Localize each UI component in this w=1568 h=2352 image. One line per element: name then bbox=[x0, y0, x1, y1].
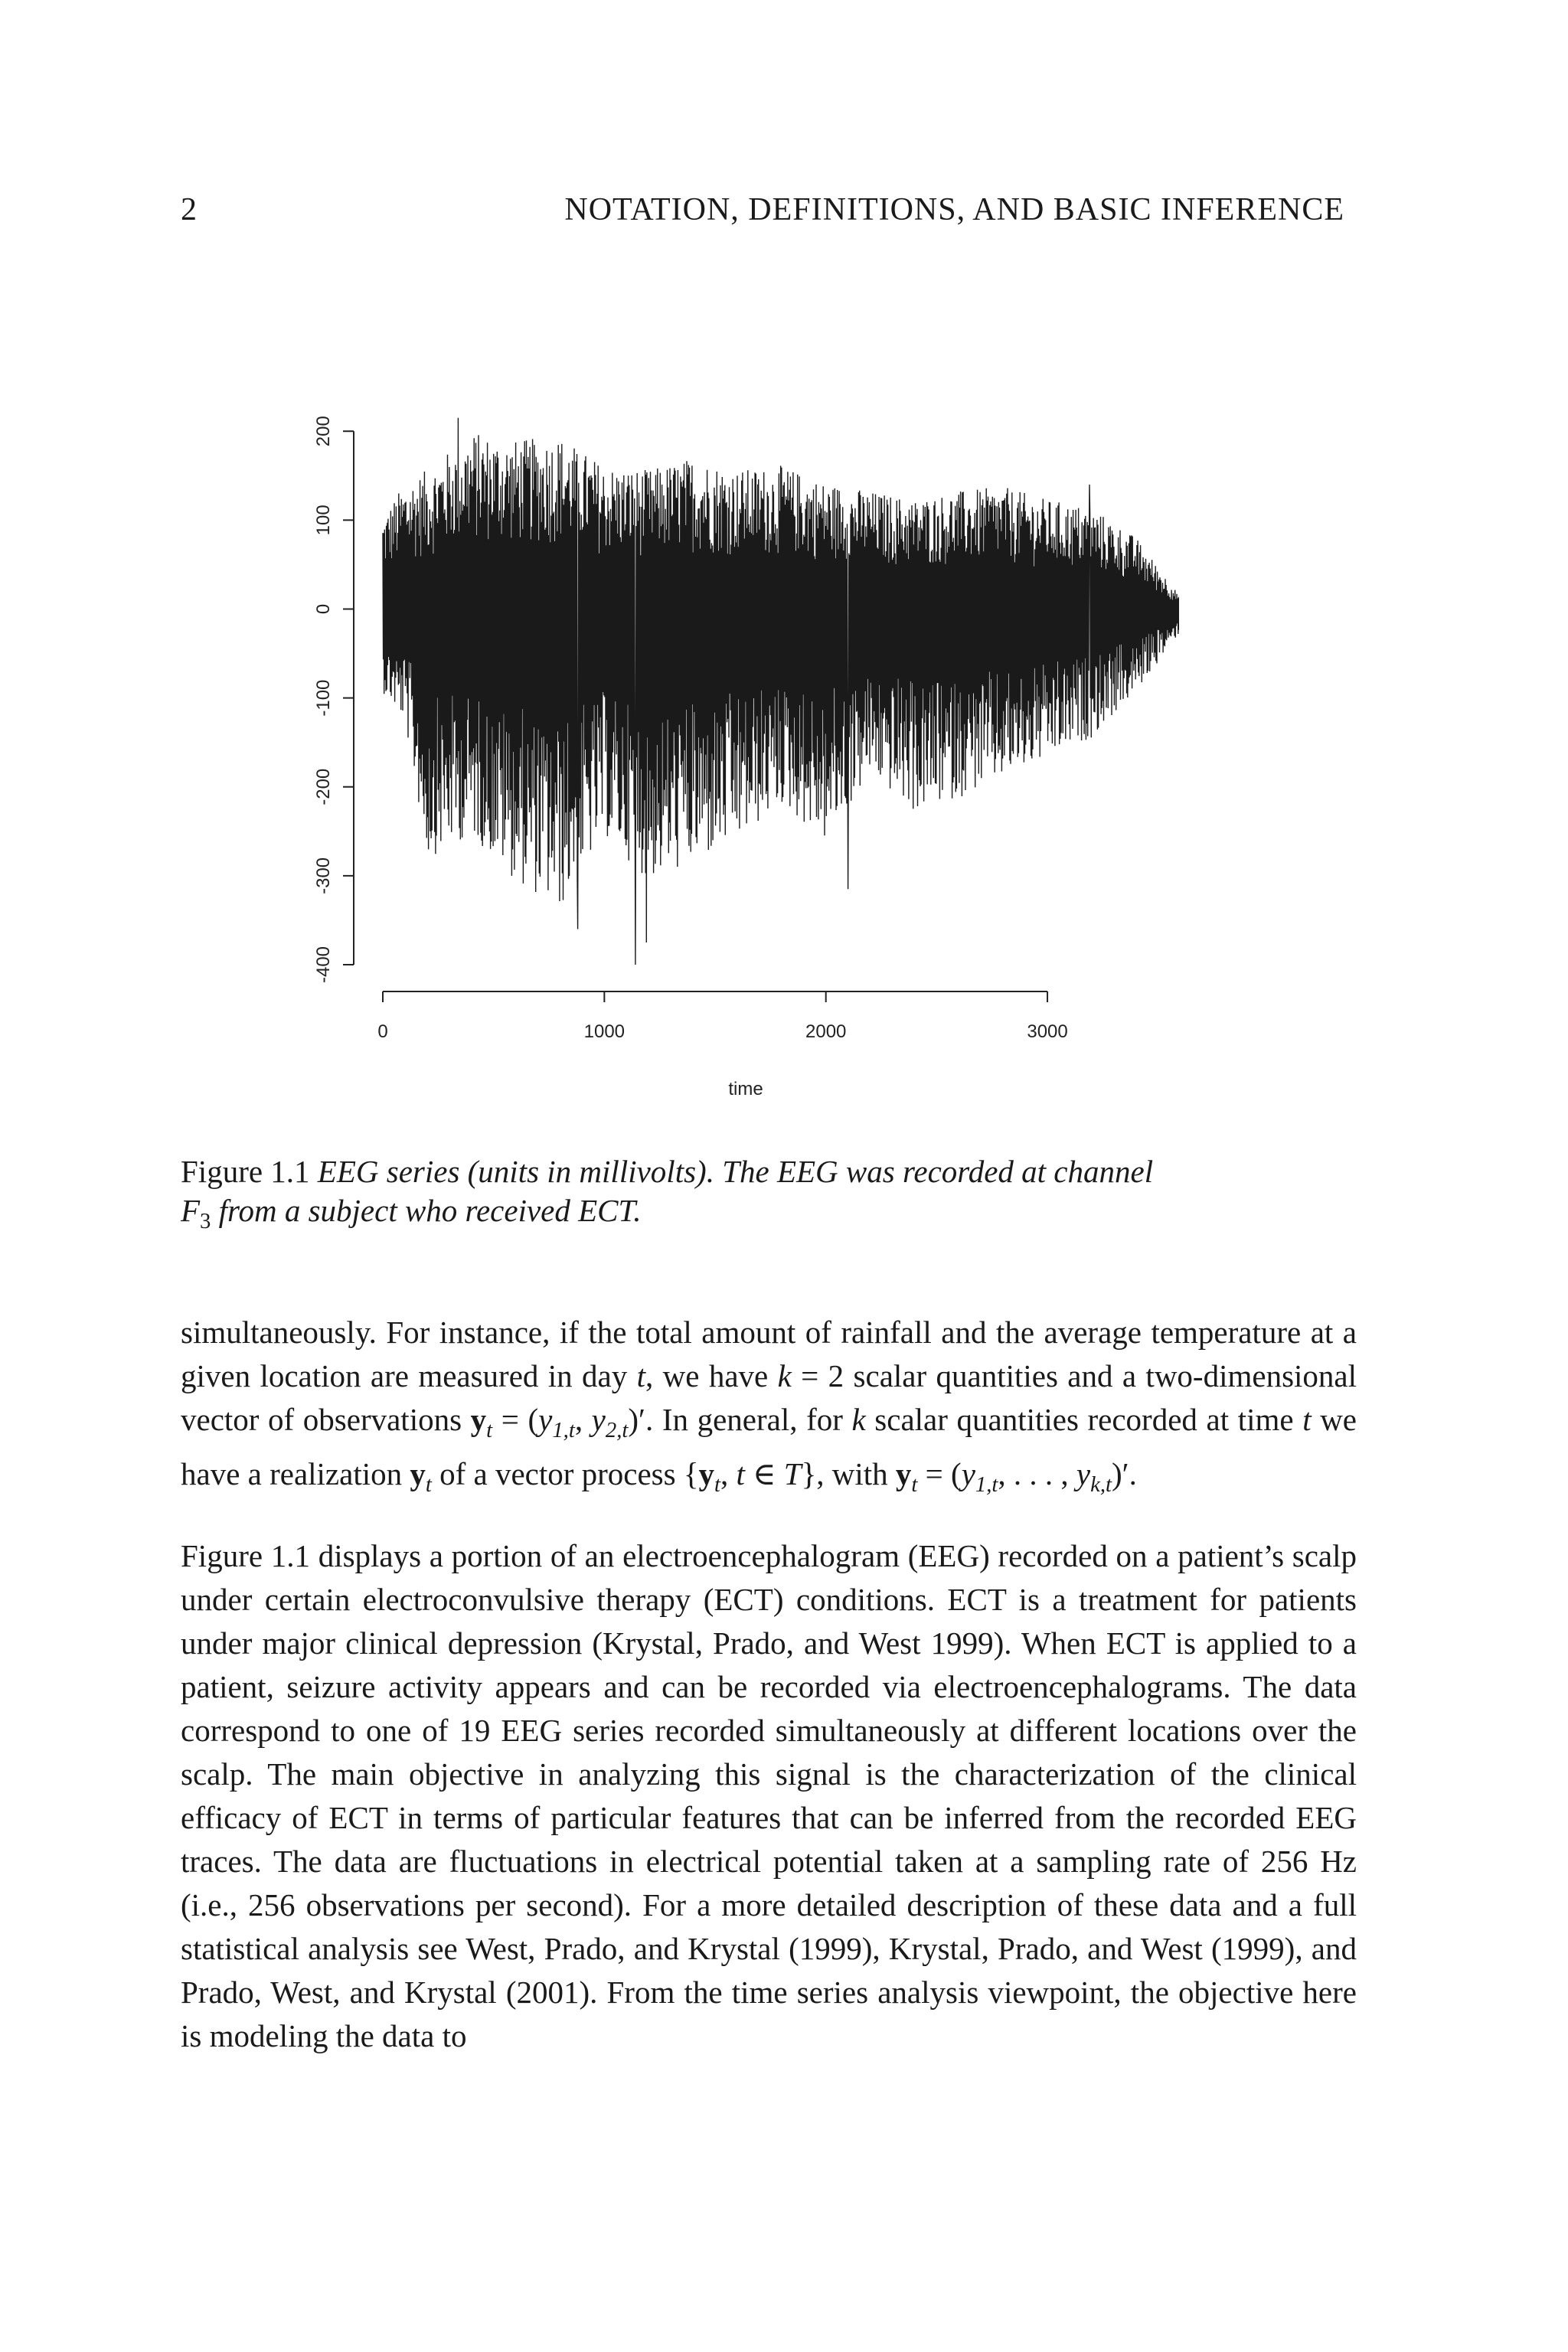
y-tick-label: 100 bbox=[313, 505, 334, 536]
x-tick-label: 3000 bbox=[1027, 1021, 1068, 1042]
x-axis bbox=[377, 991, 1067, 1042]
eeg-series bbox=[383, 418, 1179, 965]
paragraph-1: simultaneously. For instance, if the total amount of rainfall and the average temperature at a given location are measured in day t, we have k = 2 scalar quantities and a two-dimensional vector of observations $y_t = (y_{1,t}$, $y_{2,t})'$. In general, for k scalar quantities recorded at time t we have a realization $y_t$ of a vector process {$y_t$, t ∈ T}, with $y_t = (y_{1,t}$, . . . , $y_{k,t})'$. bbox=[181, 1315, 1357, 1498]
x-tick-label: 1000 bbox=[583, 1021, 626, 1042]
eeg-figure bbox=[291, 368, 1179, 1102]
y-tick-label: -300 bbox=[313, 857, 334, 894]
eeg-series-line bbox=[383, 418, 1179, 965]
figure-caption bbox=[181, 1152, 1357, 1241]
running-head: NOTATION, DEFINITIONS, AND BASIC INFERENCE bbox=[564, 192, 1344, 227]
page-number: 2 bbox=[181, 192, 197, 227]
y-tick-label: 200 bbox=[313, 416, 334, 447]
caption-label: Figure 1.1 bbox=[181, 1154, 310, 1189]
body-text bbox=[181, 1311, 1357, 2086]
y-tick-label: -400 bbox=[313, 946, 334, 984]
page-header bbox=[181, 191, 1344, 237]
x-tick-label: 2000 bbox=[805, 1021, 847, 1042]
caption-text-1: EEG series (units in millivolts). The EEG was recorded at channel bbox=[317, 1154, 1154, 1189]
y-axis bbox=[313, 416, 354, 983]
y-tick-label: 0 bbox=[313, 603, 334, 615]
caption-symbol: F bbox=[181, 1193, 201, 1228]
caption-subscript: 3 bbox=[200, 1209, 211, 1234]
y-tick-label: -100 bbox=[313, 679, 334, 717]
paragraph-2: Figure 1.1 displays a portion of an electroencephalogram (EEG) recorded on a patient’s scalp under certain electroconvulsive therapy (ECT) conditions. ECT is a treatment for patients under major clinical depression (Krystal, Prado, and West 1999). When ECT is applied to a patient, seizure activity appears and can be recorded via electroencephalograms. The data correspond to one of 19 EEG series recorded simultaneously at different locations over the scalp. The main objective in analyzing this signal is the characterization of the clinical efficacy of ECT in terms of particular features that can be inferred from the recorded EEG traces. The data are fluctuations in electrical potential taken at a sampling rate of 256 Hz (i.e., 256 observations per second). For a more detailed description of these data and a full statistical analysis see West, Prado, and Krystal (1999), Krystal, Prado, and West (1999), and Prado, West, and Krystal (2001). From the time series analysis viewpoint, the objective here is modeling the data to bbox=[181, 1538, 1357, 2054]
eeg-line-chart bbox=[291, 368, 1179, 1102]
x-tick-label: 0 bbox=[377, 1021, 388, 1042]
caption-text-2: from a subject who received ECT. bbox=[211, 1193, 642, 1228]
x-axis-label: time bbox=[728, 1079, 763, 1099]
y-tick-label: -200 bbox=[313, 768, 334, 805]
